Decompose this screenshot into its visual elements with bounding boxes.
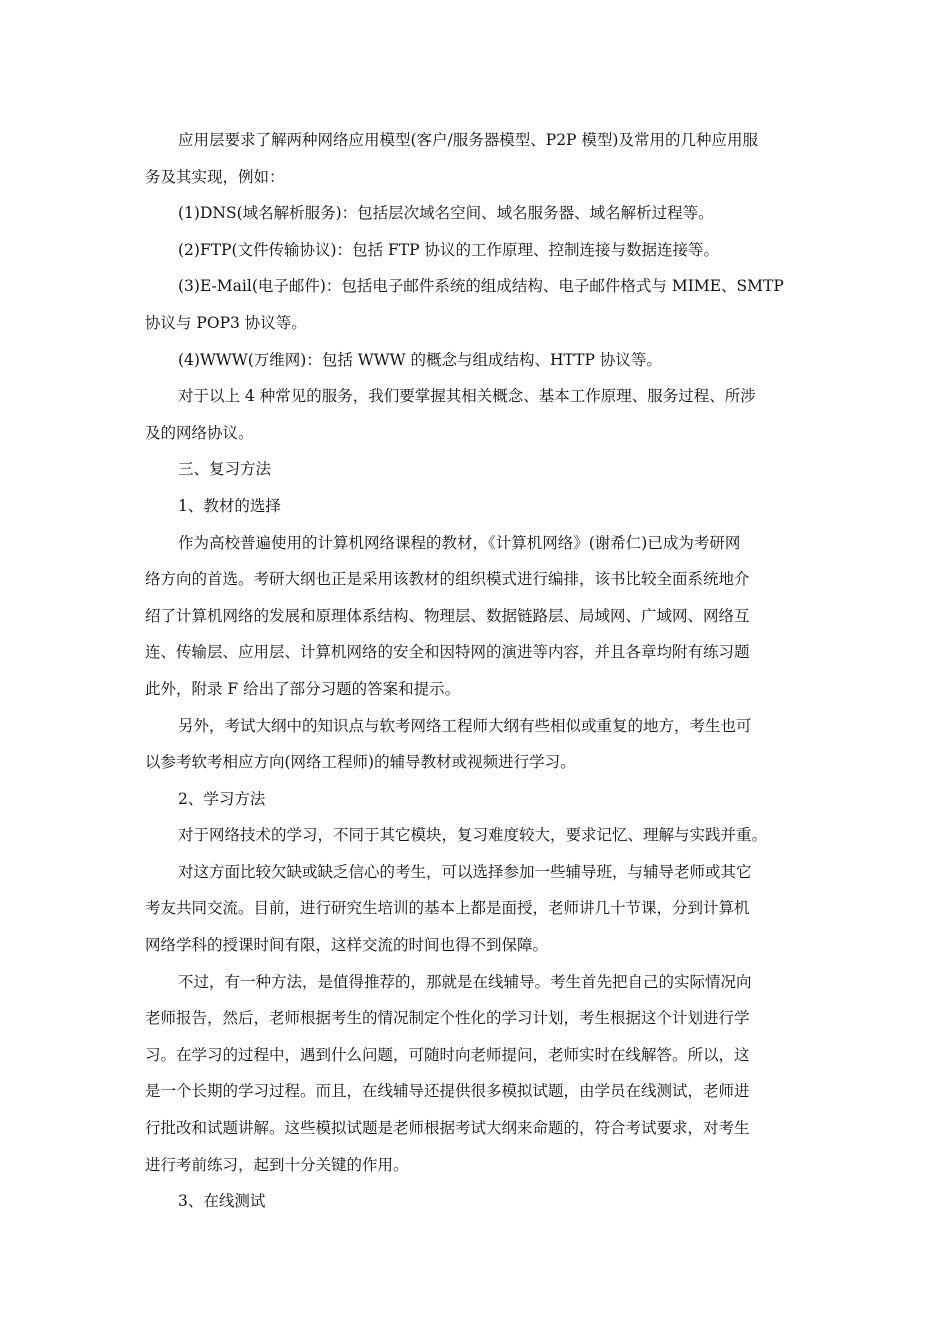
- text-line: 应用层要求了解两种网络应用模型(客户/服务器模型、P2P 模型)及常用的几种应用服: [178, 131, 758, 149]
- text-line: 作为高校普遍使用的计算机网络课程的教材，《计算机网络》(谢希仁)已成为考研网: [178, 533, 741, 552]
- text-line: (4)WWW(万维网)：包括 WWW 的概念与组成结构、HTTP 协议等。: [178, 350, 662, 369]
- document-body: [145, 122, 810, 1220]
- text-line: 此外，附录 F 给出了部分习题的答案和提示。: [145, 679, 461, 698]
- text-line: 进行考前练习，起到十分关键的作用。: [145, 1155, 409, 1174]
- text-line: 2、学习方法: [178, 789, 266, 808]
- text-line: 考友共同交流。目前，进行研究生培训的基本上都是面授，老师讲几十节课，分到计算机: [145, 899, 750, 918]
- text-line: 1、教材的选择: [178, 496, 281, 515]
- text-line: 绍了计算机网络的发展和原理体系结构、物理层、数据链路层、局域网、广域网、网络互: [145, 606, 750, 625]
- text-line: 三、复习方法: [178, 460, 272, 479]
- text-line: (2)FTP(文件传输协议)：包括 FTP 协议的工作原理、控制连接与数据连接等。: [178, 240, 719, 259]
- text-line: 连、传输层、应用层、计算机网络的安全和因特网的演进等内容，并且各章均附有练习题: [145, 643, 750, 662]
- text-line: 对这方面比较欠缺或缺乏信心的考生，可以选择参加一些辅导班，与辅导老师或其它: [178, 862, 752, 881]
- text-line: 及的网络协议。: [145, 423, 254, 442]
- text-line: 3、在线测试: [178, 1192, 266, 1211]
- text-line: 对于网络技术的学习，不同于其它模块，复习难度较大，要求记忆、理解与实践并重。: [178, 826, 768, 845]
- text-line: 不过，有一种方法，是值得推荐的，那就是在线辅导。考生首先把自己的实际情况向: [178, 972, 752, 991]
- text-line: 网络学科的授课时间有限，这样交流的时间也得不到保障。: [145, 936, 549, 955]
- text-line: 协议与 POP3 协议等。: [145, 313, 307, 332]
- text-line: 习。在学习的过程中，遇到什么问题，可随时向老师提问，老师实时在线解答。所以，这: [145, 1045, 750, 1064]
- text-line: 对于以上 4 种常见的服务，我们要掌握其相关概念、基本工作原理、服务过程、所涉: [178, 387, 756, 406]
- text-line: 是一个长期的学习过程。而且，在线辅导还提供很多模拟试题，由学员在线测试，老师进: [145, 1082, 750, 1101]
- text-line: (3)E-Mail(电子邮件)：包括电子邮件系统的组成结构、电子邮件格式与 MIME、SMTP: [178, 277, 784, 296]
- text-line: 行批改和试题讲解。这些模拟试题是老师根据考试大纲来命题的，符合考试要求，对考生: [145, 1119, 750, 1138]
- text-line: 另外，考试大纲中的知识点与软考网络工程师大纲有些相似或重复的地方，考生也可: [178, 716, 752, 735]
- text-line: 以参考软考相应方向(网络工程师)的辅导教材或视频进行学习。: [145, 753, 576, 772]
- text-line: 老师报告，然后，老师根据考生的情况制定个性化的学习计划，考生根据这个计划进行学: [145, 1009, 750, 1028]
- text-line: 络方向的首选。考研大纲也正是采用该教材的组织模式进行编排，该书比较全面系统地介: [145, 570, 750, 589]
- text-line: (1)DNS(域名解析服务)：包括层次域名空间、域名服务器、域名解析过程等。: [178, 204, 714, 223]
- text-line: 务及其实现，例如：: [145, 167, 285, 186]
